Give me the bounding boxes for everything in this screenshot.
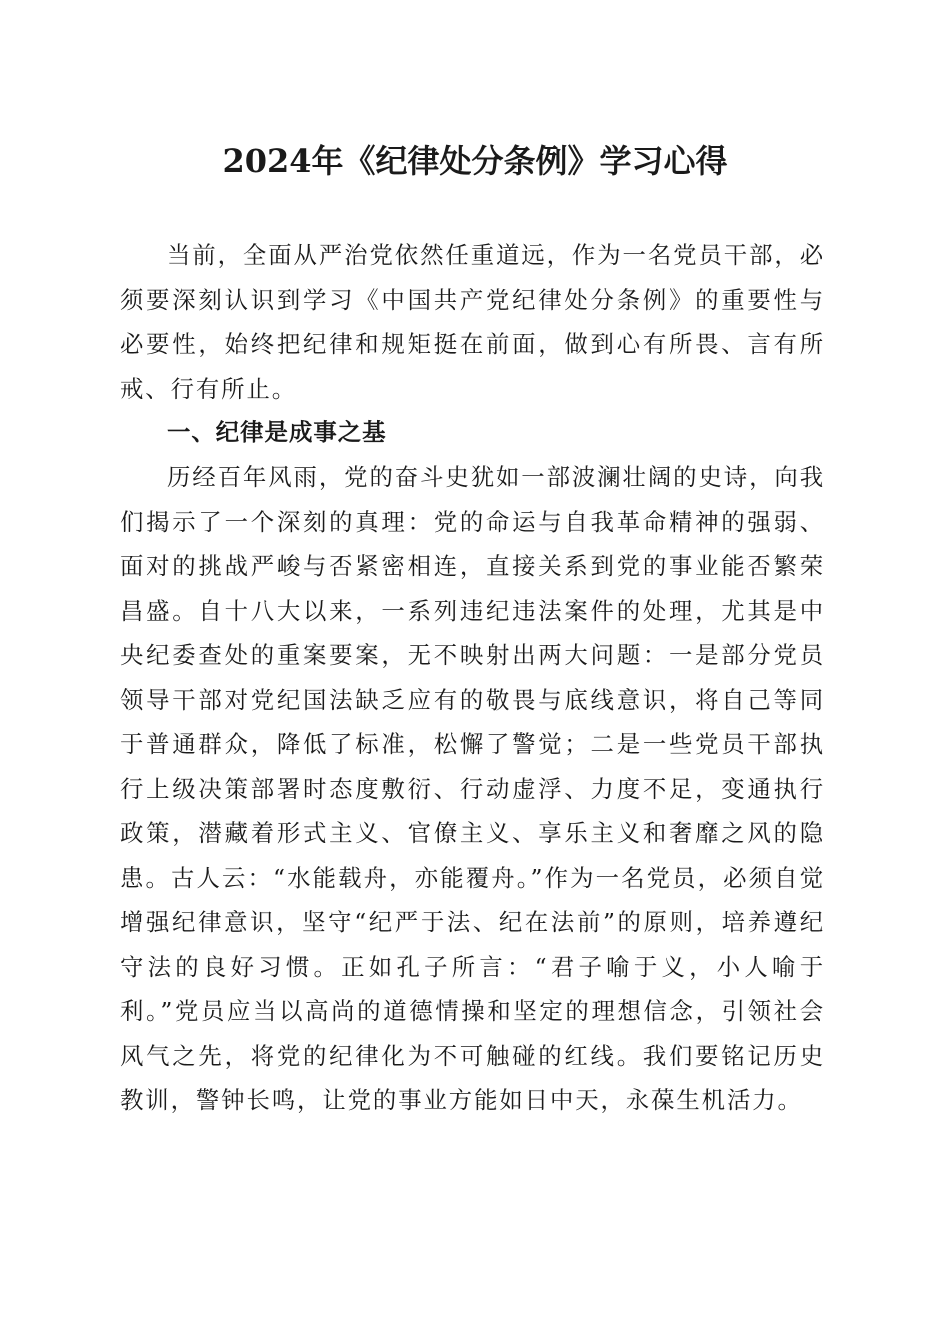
document-title: 2024年《纪律处分条例》学习心得 bbox=[222, 142, 728, 180]
section-paragraph: 历经百年风雨，党的奋斗史犹如一部波澜壮阔的史诗，向我们揭示了一个深刻的真理：党的命运与自我革命精神的强弱、面对的挑战严峻与否紧密相连，直接关系到党的事业能否繁荣昌盛。自十八大以来，一系列违纪违法案件的处理，尤其是中央纪委查处的重案要案，无不映射出两大问题：一是部分党员领导干部对党纪国法缺乏应有的敬畏与底线意识，将自己等同于普通群众，降低了标准，松懈了警觉；二是一些党员干部执行上级决策部署时态度敷衍、行动虚浮、力度不足，变通执行政策，潜藏着形式主义、官僚主义、享乐主义和奢靡之风的隐患。古人云：“水能载舟，亦能覆舟。”作为一名党员，必须自觉增强纪律意识，坚守“纪严于法、纪在法前”的原则，培养遵纪守法的良好习惯。正如孔子所言：“君子喻于义，小人喻于利。”党员应当以高尚的道德情操和坚定的理想信念，引领社会风气之先，将党的纪律化为不可触碰的红线。我们要铭记历史教训，警钟长鸣，让党的事业方能如日中天，永葆生机活力。 bbox=[120, 463, 825, 1114]
intro-paragraph: 当前，全面从严治党依然任重道远，作为一名党员干部，必须要深刻认识到学习《中国共产党纪律处分条例》的重要性与必要性，始终把纪律和规矩挺在前面，做到心有所畏、言有所戒、行有所止。 bbox=[120, 241, 825, 403]
section-heading: 一、纪律是成事之基 bbox=[167, 418, 387, 446]
